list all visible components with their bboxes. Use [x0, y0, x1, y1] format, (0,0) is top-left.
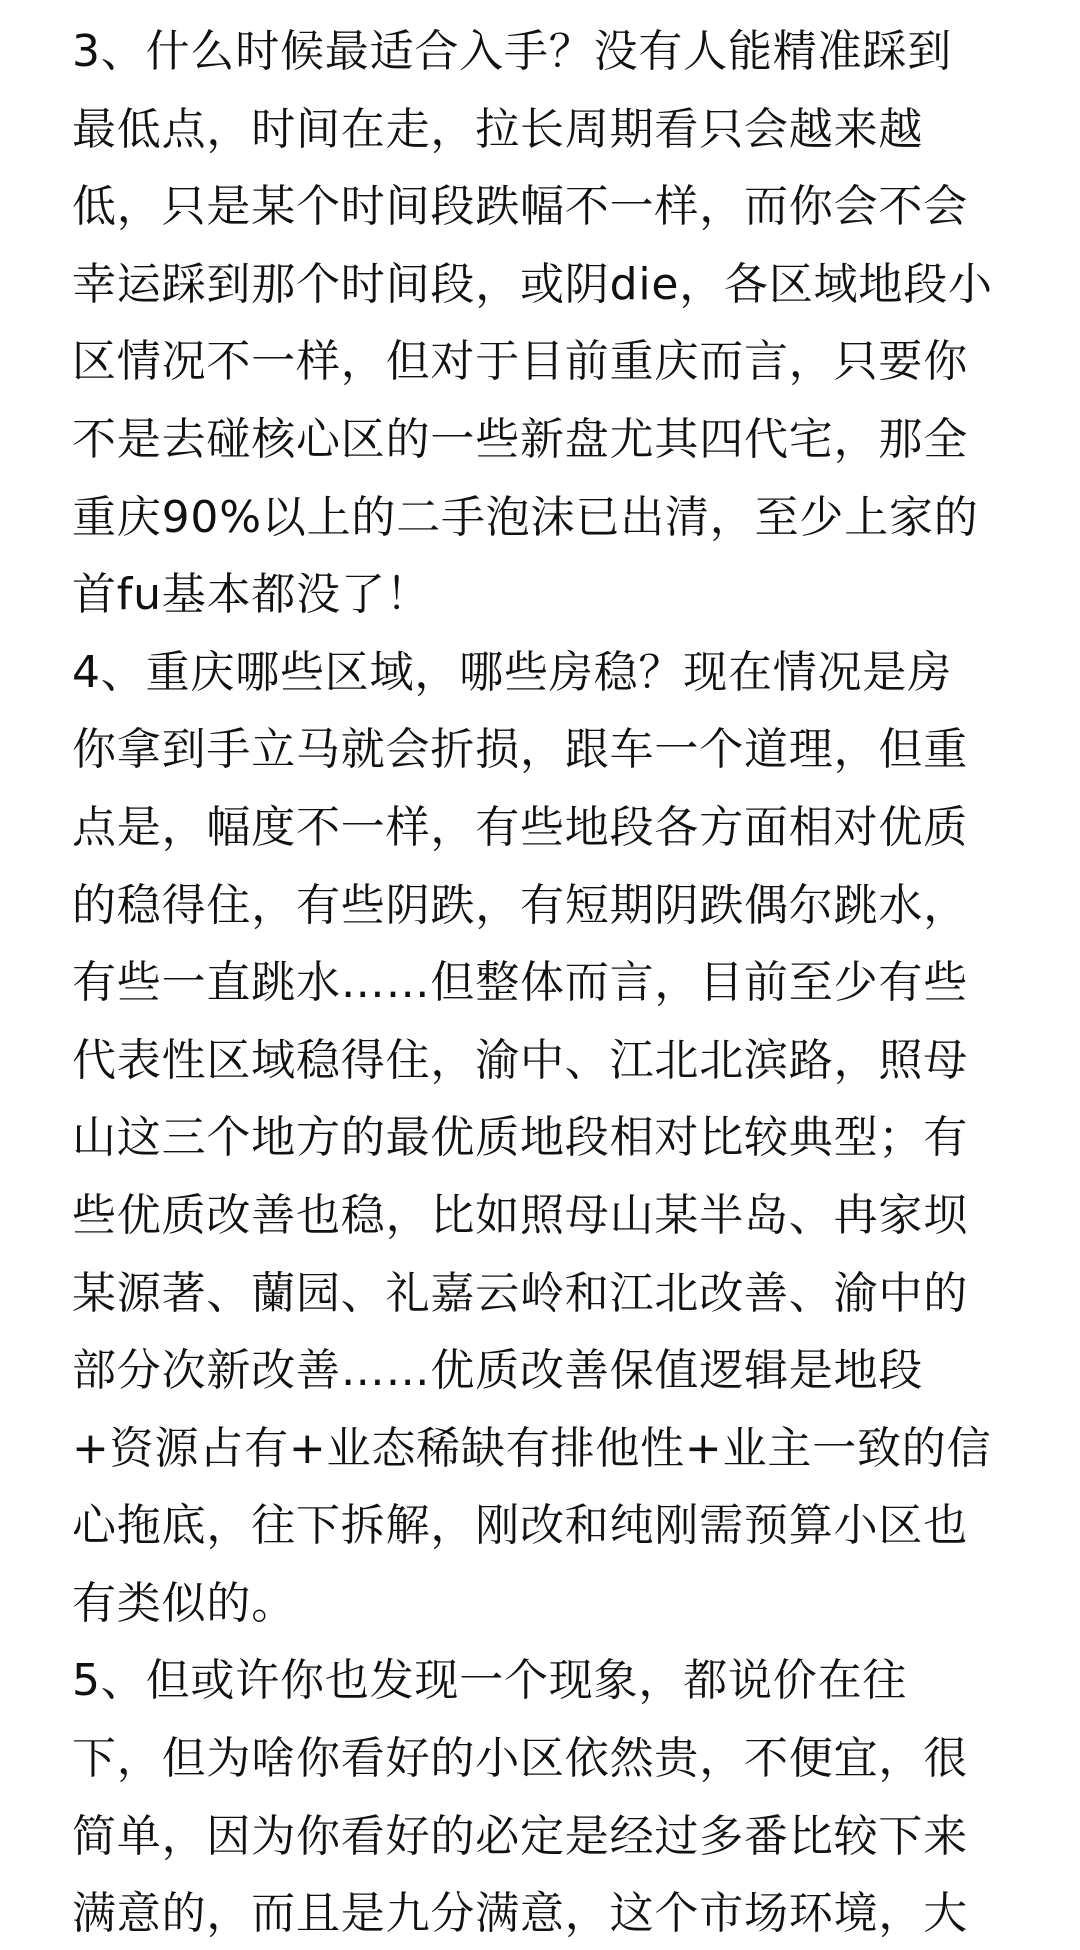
article-line: 山这三个地方的最优质地段相对比较典型；有	[72, 1112, 968, 1164]
article-body	[72, 13, 1032, 1950]
article-line: 4、重庆哪些区域，哪些房稳？现在情况是房	[72, 646, 952, 698]
article-line: 不是去碰核心区的一些新盘尤其四代宅，那全	[72, 413, 968, 465]
article-line: 的稳得住，有些阴跌，有短期阴跌偶尔跳水，	[72, 879, 968, 931]
article-line: 3、什么时候最适合入手？没有人能精准踩到	[72, 26, 952, 77]
article-line: 首fu基本都没了！	[72, 569, 431, 621]
article-line: 些优质改善也稳，比如照母山某半岛、冉家坝	[72, 1189, 968, 1241]
article-line: 某源著、蘭园、礼嘉云岭和江北改善、渝中的	[72, 1267, 968, 1319]
article-line: 心拖底，往下拆解，刚改和纯刚需预算小区也	[72, 1500, 968, 1552]
article-line: 有类似的。	[72, 1577, 296, 1629]
article-line: 幸运踩到那个时间段，或阴die，各区域地段小	[72, 258, 993, 310]
article-line: 区情况不一样，但对于目前重庆而言，只要你	[72, 336, 968, 388]
article-line: 代表性区域稳得住，渝中、江北北滨路，照母	[72, 1034, 968, 1086]
article-line: 点是，幅度不一样，有些地段各方面相对优质	[72, 801, 968, 853]
article-line: 下，但为啥你看好的小区依然贵，不便宜，很	[72, 1733, 968, 1785]
article-line: 重庆90%以上的二手泡沫已出清，至少上家的	[72, 491, 979, 543]
article-line: 简单，因为你看好的必定是经过多番比较下来	[72, 1810, 968, 1862]
article-line: 部分次新改善……优质改善保值逻辑是地段	[72, 1345, 924, 1397]
article-line: 你拿到手立马就会折损，跟车一个道理，但重	[72, 724, 968, 776]
article-line: 5、但或许你也发现一个现象，都说价在往	[72, 1655, 908, 1707]
article-line: +资源占有+业态稀缺有排他性+业主一致的信	[72, 1422, 992, 1474]
article-line: 满意的，而且是九分满意，这个市场环境，大	[72, 1888, 968, 1940]
article-line: 低，只是某个时间段跌幅不一样，而你会不会	[72, 181, 968, 233]
article-line: 有些一直跳水……但整体而言，目前至少有些	[72, 957, 968, 1009]
article-line: 最低点，时间在走，拉长周期看只会越来越	[72, 103, 924, 155]
